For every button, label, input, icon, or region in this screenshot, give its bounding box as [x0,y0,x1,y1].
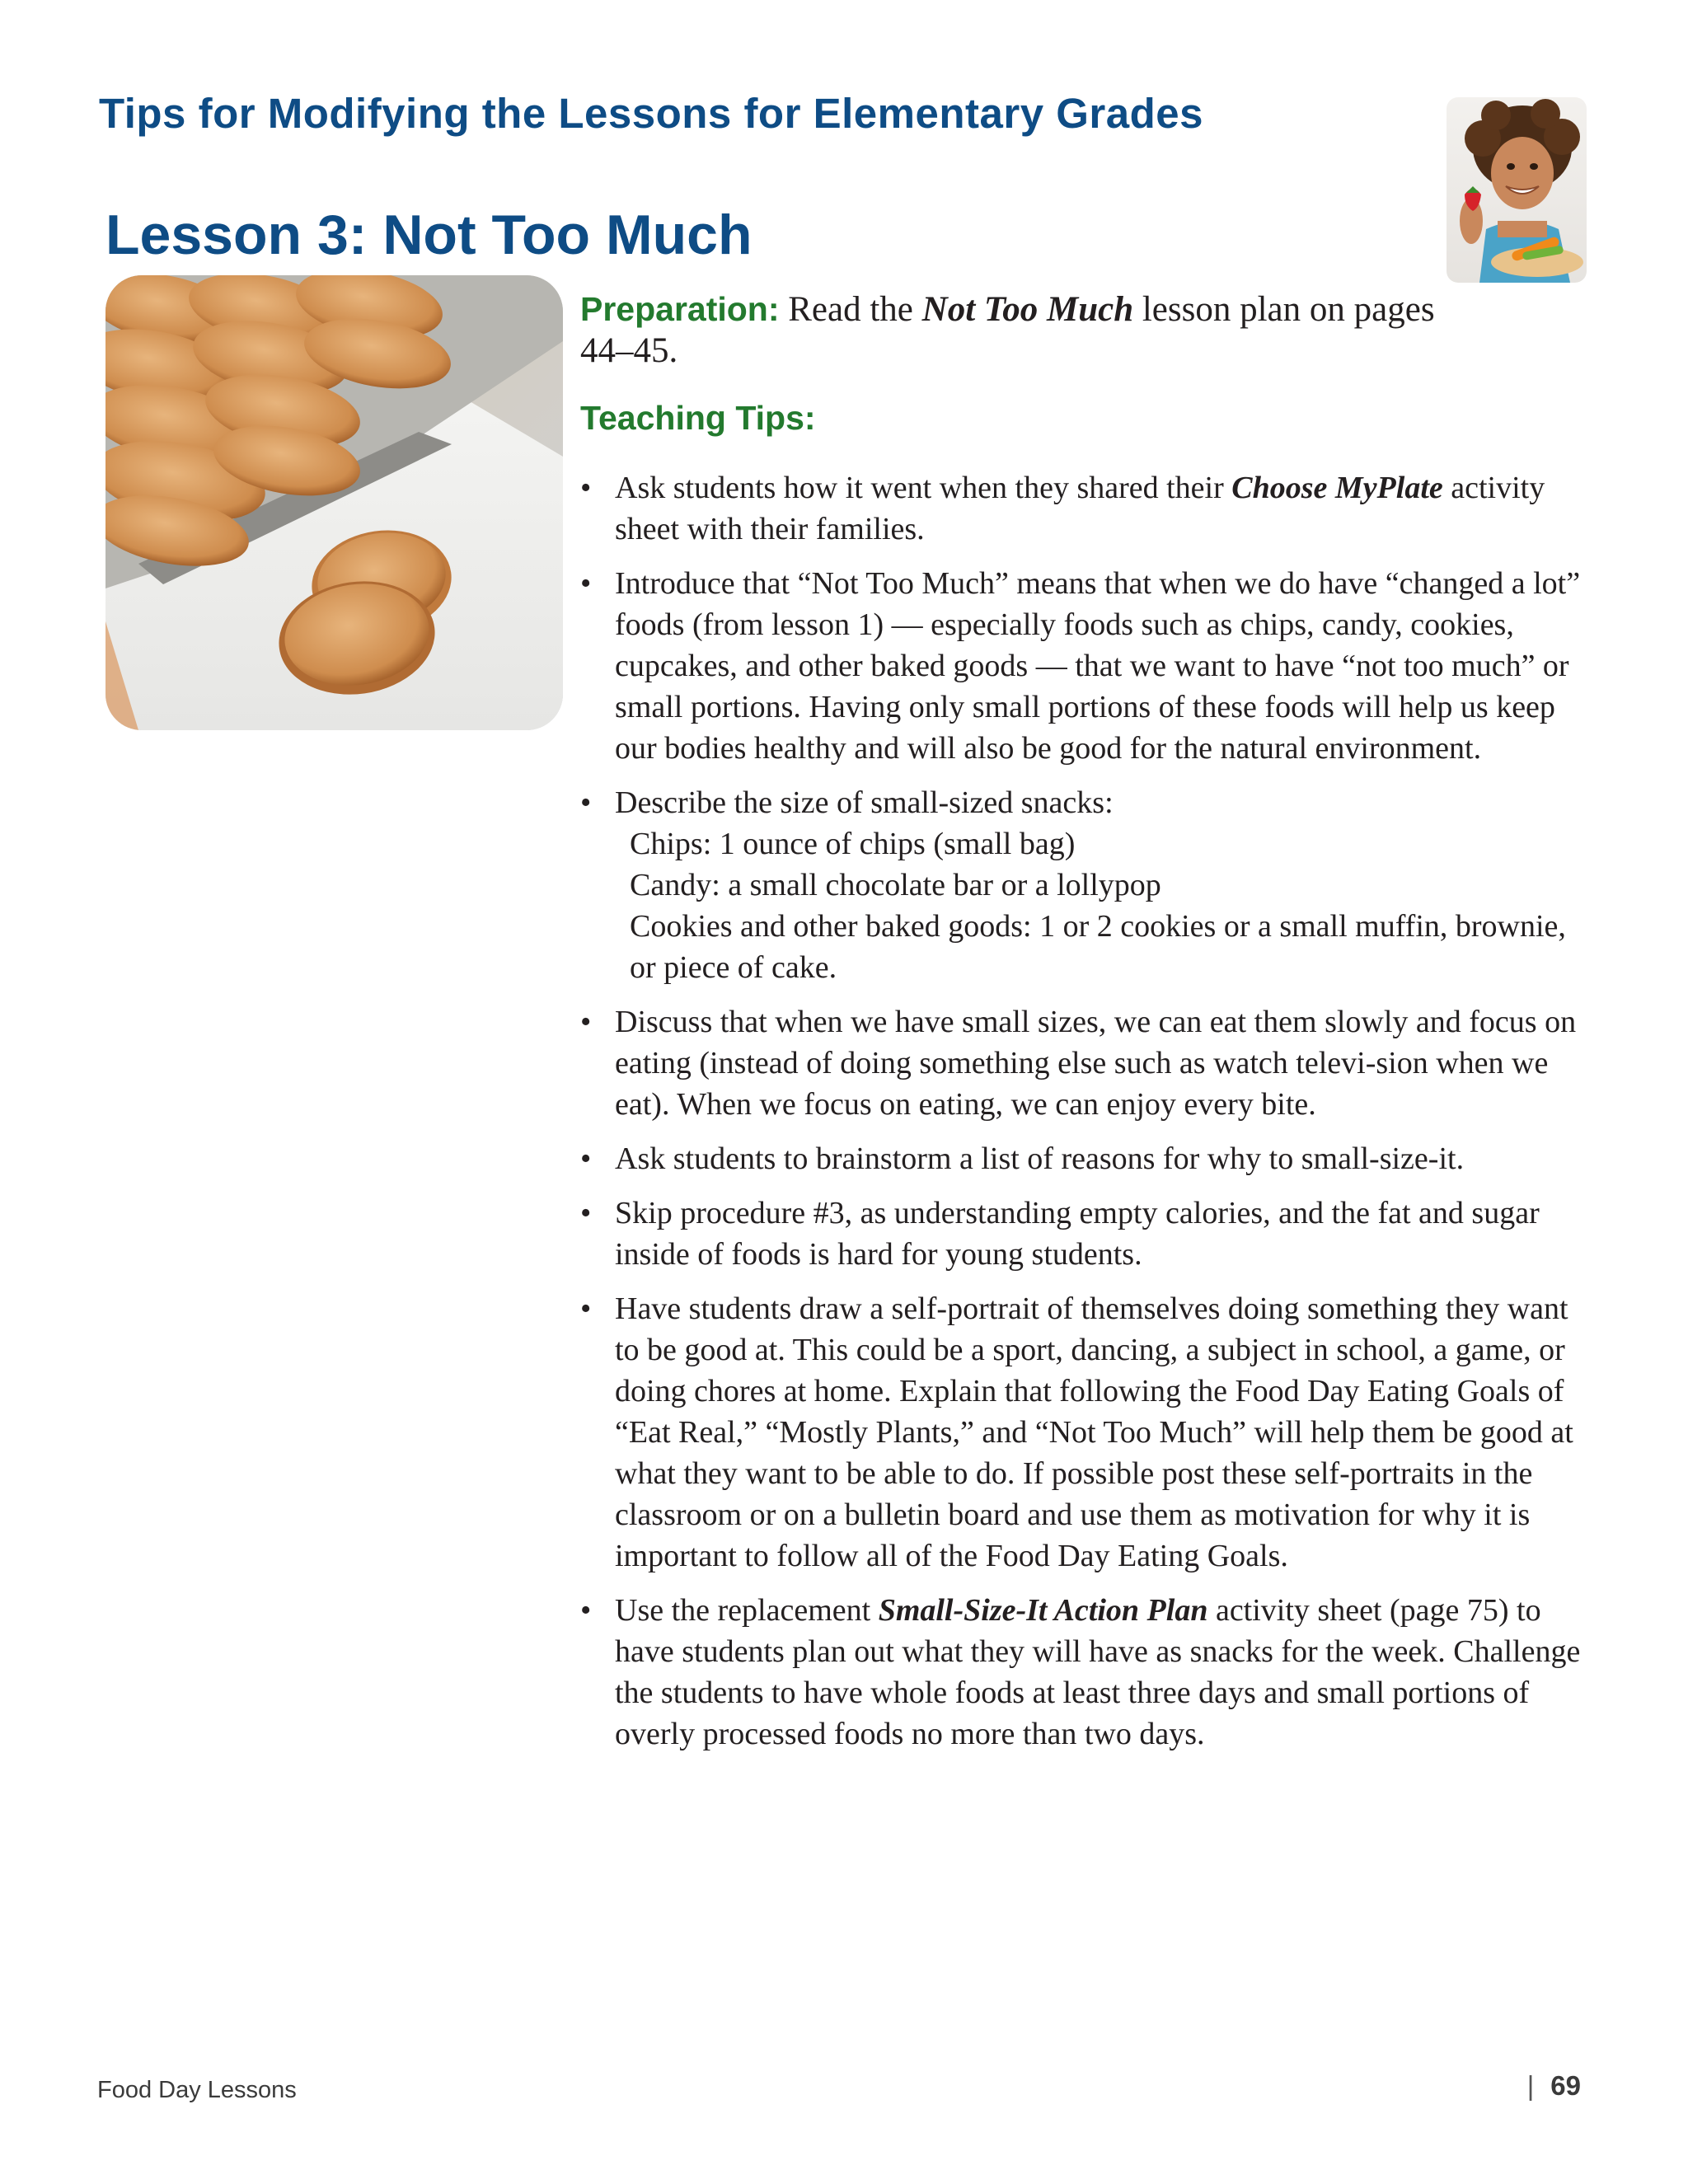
snack-size-line: Candy: a small chocolate bar or a lollypop [630,868,1161,902]
page-number: 69 [1550,2070,1581,2101]
tip-text: Ask students how it went when they shared their [615,471,1232,505]
preparation-text: Read the [779,290,922,329]
tip-text: Use the replacement [615,1593,879,1628]
list-item: • Ask students to brainstorm a list of reasons for why to small-size-it. [580,1138,1598,1179]
lesson-title: Lesson 3: Not Too Much [106,204,753,266]
page-number-block [1527,2070,1581,2102]
cookies-photo [106,275,563,730]
girl-photo [1447,97,1587,283]
preparation-label: Preparation: [580,290,780,328]
footer-separator: | [1526,2070,1535,2101]
list-item: • Skip procedure #3, as understanding empty calories, and the fat and sugar inside of foods is hard for young students. [580,1193,1598,1275]
lesson-content [580,288,1598,1768]
tip-text: activity sheet with their families. [615,471,1545,546]
list-item: • Introduce that “Not Too Much” means that when we do have “changed a lot” foods (from lesson 1) — especially foods such as chips, candy, cookies, cupcakes, and other baked goods — that we want to have “not too much” or small portions. Having only small portions of these foods will help us keep our bodies healthy and will also be good for the natural environment. [580,563,1598,769]
preparation-text-end: lesson plan on pages 44–45. [580,290,1435,370]
section-kicker: Tips for Modifying the Lessons for Elementary Grades [99,90,1203,137]
list-item: • Have students draw a self-portrait of themselves doing something they want to be good at. This could be a sport, dancing, a subject in school, a game, or doing chores at home. Explain that following the Food Day Eating Goals of “Eat Real,” “Mostly Plants,” and “Not Too Much” will help them be good at what they want to be able to do. If possible post these self-portraits in the classroom or on a bulletin board and use them as motivation for why it is important to follow all of the Food Day Eating Goals. [580,1288,1598,1577]
snack-size-line: Chips: 1 ounce of chips (small bag) [630,827,1076,861]
snack-size-line: Cookies and other baked goods: 1 or 2 cookies or a small muffin, brownie, or piece of cake. [630,909,1566,985]
tip-text: activity sheet (page 75) to have students plan out what they will have as snacks for the week. Challenge the students to have whole foods at least three days and small portions of overly processed foods no more than two days. [615,1593,1581,1751]
list-item [580,467,1598,550]
footer-title: Food Day Lessons [97,2077,297,2103]
preparation-paragraph [580,288,1454,372]
list-item [580,782,1598,988]
tip-emphasis: Choose MyPlate [1231,471,1443,505]
list-item: • Discuss that when we have small sizes, we can eat them slowly and focus on eating (instead of doing something else such as watch televi-sion when we eat). When we focus on eating, we can enjoy every bite. [580,1001,1598,1125]
preparation-lesson-name: Not Too Much [921,290,1134,329]
teaching-tips-heading: Teaching Tips: [580,399,816,437]
tip-text: Describe the size of small-sized snacks: [615,785,1114,820]
tip-emphasis: Small-Size-It Action Plan [878,1593,1208,1628]
list-item [580,1590,1598,1755]
teaching-tips-list [580,467,1598,1755]
